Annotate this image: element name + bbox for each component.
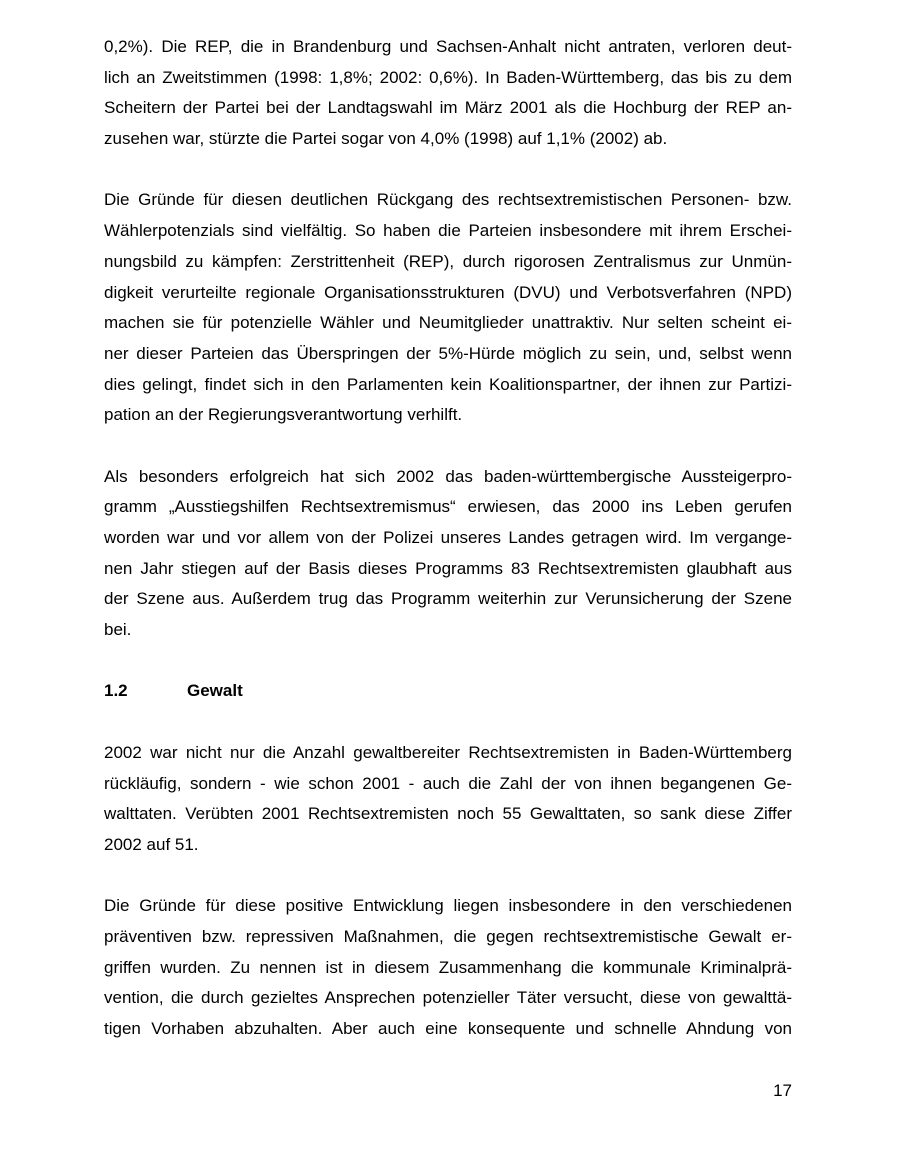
text-line: vention, die durch gezieltes Ansprechen potenzieller Täter versucht, diese von gewalttä- [104, 988, 792, 1008]
text-line: nen Jahr stiegen auf der Basis dieses Programms 83 Rechtsextremisten glaubhaft aus [104, 558, 792, 578]
text-line: bei. [104, 620, 132, 640]
text-line: Wählerpotenzials sind vielfältig. So haben die Parteien insbesondere mit ihrem Erschei- [104, 221, 792, 241]
text-line: gramm „Ausstiegshilfen Rechtsextremismus“ erwiesen, das 2000 ins Leben gerufen [104, 497, 792, 517]
text-line: lich an Zweitstimmen (1998: 1,8%; 2002: 0,6%). In Baden-Württemberg, das bis zu dem [104, 67, 792, 87]
text-line: Scheitern der Partei bei der Landtagswahl im März 2001 als die Hochburg der REP an- [104, 98, 792, 118]
text-line: der Szene aus. Außerdem trug das Programm weiterhin zur Verunsicherung der Szene [104, 589, 792, 609]
text-line: rückläufig, sondern - wie schon 2001 - auch die Zahl der von ihnen begangenen Ge- [104, 773, 792, 793]
paragraph-rep-results [104, 32, 792, 155]
text-line: präventiven bzw. repressiven Maßnahmen, die gegen rechtsextremistische Gewalt er- [104, 926, 792, 946]
text-line: pation an der Regierungsverantwortung verhilft. [104, 405, 463, 425]
paragraph-exit-program [104, 462, 792, 646]
text-line: Die Gründe für diesen deutlichen Rückgang des rechtsextremistischen Personen- bzw. [104, 190, 792, 210]
text-line: Als besonders erfolgreich hat sich 2002 das baden-württembergische Aussteigerpro- [104, 466, 792, 486]
paragraph-violence-stats [104, 738, 792, 861]
text-line: zusehen war, stürzte die Partei sogar von 4,0% (1998) auf 1,1% (2002) ab. [104, 129, 668, 149]
text-line: ner dieser Parteien das Überspringen der 5%-Hürde möglich zu sein, und, selbst wenn [104, 343, 792, 363]
text-line: tigen Vorhaben abzuhalten. Aber auch eine konsequente und schnelle Ahndung von [104, 1019, 792, 1038]
section-heading [104, 676, 792, 707]
text-line: Die Gründe für diese positive Entwicklung liegen insbesondere in den verschiedenen [104, 896, 792, 916]
page-number: 17 [773, 1081, 792, 1100]
text-line: nungsbild zu kämpfen: Zerstrittenheit (REP), durch rigorosen Zentralismus zur Unmün- [104, 251, 792, 271]
section-title: Gewalt [187, 681, 243, 701]
document-body [104, 32, 792, 1075]
paragraph-decline-reasons [104, 185, 792, 431]
text-line: 0,2%). Die REP, die in Brandenburg und Sachsen-Anhalt nicht antraten, verloren deut- [104, 37, 792, 56]
text-line: dies gelingt, findet sich in den Parlamenten kein Koalitionspartner, der ihnen zur Partizi- [104, 374, 792, 394]
text-line: digkeit verurteilte regionale Organisationsstrukturen (DVU) und Verbotsverfahren (NPD) [104, 282, 792, 302]
text-line: walttaten. Verübten 2001 Rechtsextremisten noch 55 Gewalttaten, so sank diese Ziffer [104, 804, 792, 824]
text-line: machen sie für potenzielle Wähler und Neumitglieder unattraktiv. Nur selten scheint ei- [104, 313, 792, 333]
text-line: 2002 auf 51. [104, 834, 199, 854]
text-line: 2002 war nicht nur die Anzahl gewaltbereiter Rechtsextremisten in Baden-Württemberg [104, 742, 792, 762]
text-line: worden war und vor allem von der Polizei unseres Landes getragen wird. Im vergange- [104, 528, 792, 547]
text-line: griffen wurden. Zu nennen ist in diesem Zusammenhang die kommunale Kriminalprä- [104, 957, 792, 977]
section-number: 1.2 [104, 681, 128, 701]
paragraph-prevention [104, 891, 792, 1044]
